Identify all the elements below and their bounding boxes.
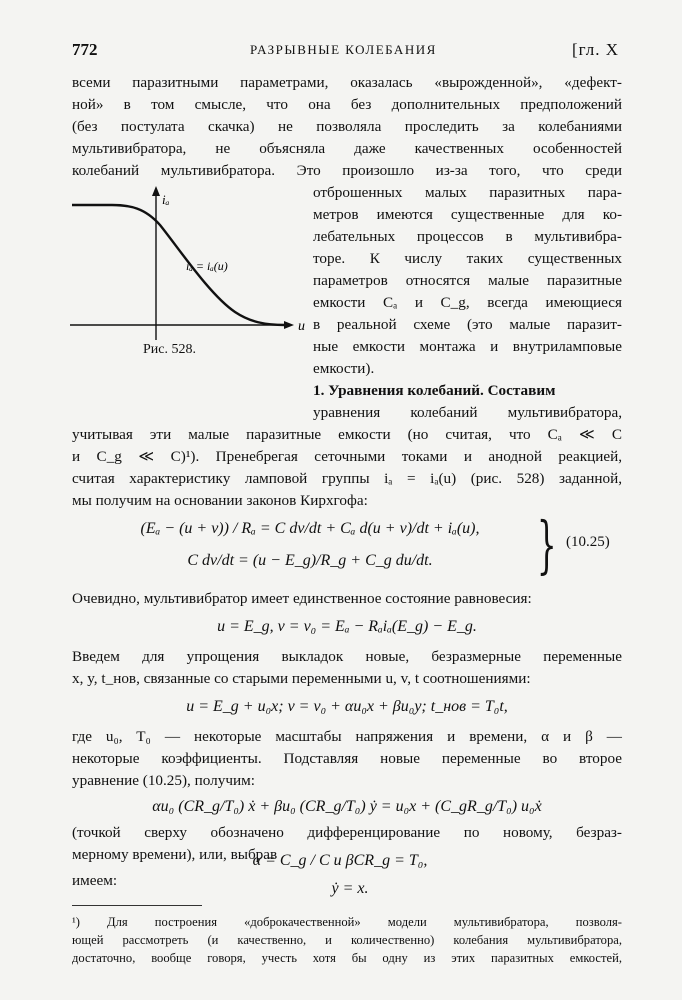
text-line: (точкой сверху обозначено дифференцирование по новому, безраз- [72,824,622,841]
characteristic-curve [72,205,285,325]
footnote-line: ¹) Для построения «доброкачественной» модели мультивибратора, позволя- [72,915,622,929]
y-axis-arrow [152,186,160,196]
text-line: и C_g ≪ C)¹). Пренебрегая сеточными токами и анодной реакцией, [72,448,622,465]
chapter-label: [гл. X [572,40,620,59]
text-line: отброшенных малых паразитных пара- [313,184,622,201]
x-axis-arrow [284,321,294,329]
equilibrium-equation: u = E_g, v = v₀ = Eₐ − Rₐiₐ(E_g) − E_g. [217,618,477,635]
text-line: x, y, t_нов, связанные со старыми переменными u, v, t соотношениями: [72,670,531,687]
section-heading: 1. Уравнения колебаний. Составим [313,382,556,399]
text-line: учитывая эти малые паразитные емкости (но считая, что Cₐ ≪ C [72,426,622,443]
equation-number: (10.25) [566,534,610,550]
text-line: имеем: [72,872,118,889]
text-line: ные емкости монтажа и внутриламповые [313,338,622,355]
text-line: торе. К числу таких существенных [313,250,622,267]
text-line: в реальной схеме (это малые паразит- [313,316,622,333]
figure-528 [60,180,310,360]
transformed-equation: αu₀ (CR_g/T₀) ẋ + βu₀ (CR_g/T₀) ẏ = u₀x + (C_gR_g/T₀) u₀ẋ [152,798,542,815]
text-line: (без постулата скачка) не позволяла проследить за колебаниями [72,118,622,135]
text-line: лебательных процессов в мультивибра- [313,228,622,245]
running-title: РАЗРЫВНЫЕ КОЛЕБАНИЯ [250,42,437,57]
text-line: всеми паразитными параметрами, оказалась «вырожденной», «дефект- [72,74,622,91]
equation-1: (Eₐ − (u + v)) / Rₐ = C dv/dt + Cₐ d(u + v)/dt + iₐ(u), [140,520,480,537]
equation-brace: } [536,508,557,581]
result-equation: ẏ = x. [331,880,369,897]
text-line: мы получим на основании законов Кирхгофа: [72,492,368,509]
footnote-rule [72,905,202,906]
text-line: ной» в том смысле, что она без дополнительных предположений [72,96,622,113]
text-line: емкости). [313,360,375,377]
text-line: параметров относятся малые паразитные [313,272,622,289]
choice-equation: α = C_g / C и βCR_g = T₀, [252,852,428,869]
substitution-equation: u = E_g + u₀x; v = v₀ + αu₀x + βu₀y; t_нов = T₀t, [186,698,508,715]
footnote-line: достаточно, вообще говоря, учесть хотя бы одну из этих паразитных емкостей, [72,951,622,965]
text-line: колебаний мультивибратора. Это произошло из-за того, что среди [72,162,622,179]
text-line: некоторые коэффициенты. Подставляя новые переменные во второе [72,750,622,767]
footnote-line: ющей рассмотреть (и качественно, и количественно) колебания мультивибратора, [72,933,622,947]
x-axis-label: u [298,319,305,334]
text-line: емкости Cₐ и C_g, всегда имеющиеся [313,294,622,311]
text-line: метров имеются существенные для ко- [313,206,622,223]
text-line: уравнение (10.25), получим: [72,772,255,789]
text-line: уравнения колебаний мультивибратора, [313,404,622,421]
text-line: считая характеристику ламповой группы iₐ = iₐ(u) (рис. 528) заданной, [72,470,622,487]
text-line: Введем для упрощения выкладок новые, безразмерные переменные [72,648,622,665]
text-line: Очевидно, мультивибратор имеет единственное состояние равновесия: [72,590,532,607]
figure-caption: Рис. 528. [143,342,196,357]
text-line: мультивибратора, не объясняла даже качественных особенностей [72,140,622,157]
running-header [0,40,682,64]
y-axis-label: iₐ [162,192,170,207]
text-line: мерному времени), или, выбрав [72,846,278,863]
text-line: где u₀, T₀ — некоторые масштабы напряжения и времени, α и β — [72,728,622,745]
curve-label: iₐ = iₐ(u) [186,259,228,273]
page-number: 772 [72,40,98,59]
equation-2: C dv/dt = (u − E_g)/R_g + C_g du/dt. [187,552,433,569]
